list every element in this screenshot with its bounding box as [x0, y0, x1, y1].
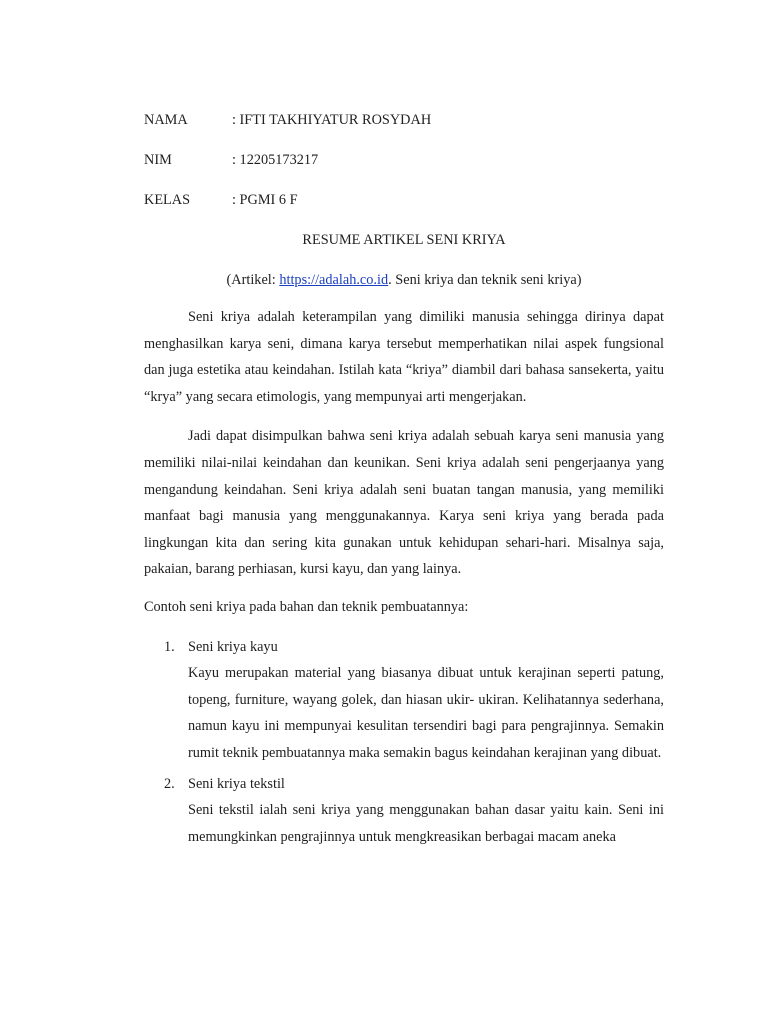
- paragraph-definition: Seni kriya adalah keterampilan yang dimiliki manusia sehingga dirinya dapat menghasilkan karya seni, dimana karya tersebut memperhatikan nilai aspek fungsional dan juga estetika atau keindahan. Istilah kata “kriya” diambil dari bahasa sansekerta, yaitu “krya” yang secara etimologis, yang mempunyai arti mengerjakan.: [144, 309, 664, 405]
- list-intro: Contoh seni kriya pada bahan dan teknik pembuatannya:: [144, 598, 469, 615]
- list-item-number: 1.: [164, 638, 175, 655]
- class-value: : PGMI 6 F: [232, 192, 298, 208]
- list-item-body: [188, 634, 664, 767]
- source-prefix: (Artikel:: [226, 272, 280, 288]
- list-item: [144, 634, 664, 767]
- document-title: RESUME ARTIKEL SENI KRIYA: [302, 232, 506, 248]
- name-label: NAMA: [144, 112, 188, 128]
- nim-row: [144, 146, 664, 186]
- list-item-body: [188, 771, 664, 851]
- source-link[interactable]: https://adalah.co.id: [279, 272, 389, 288]
- class-label: KELAS: [144, 192, 191, 208]
- class-row: [144, 186, 664, 226]
- list-item-title: Seni kriya kayu: [188, 638, 278, 655]
- list-item: [144, 771, 664, 851]
- list-item-number: 2.: [164, 775, 175, 792]
- list-item-title: Seni kriya tekstil: [188, 775, 285, 792]
- nim-value: : 12205173217: [232, 152, 319, 168]
- list-item-text: Kayu merupakan material yang biasanya dibuat untuk kerajinan seperti patung, topeng, furniture, wayang golek, dan hiasan ukir- ukiran. Kelihatannya sederhana, namun kayu ini mempunyai kesulitan tersendiri bagi para pengrajinnya. Semakin rumit teknik pembuatannya maka semakin bagus keindahan kerajinan yang dibuat.: [188, 665, 664, 761]
- article-source: [144, 266, 664, 304]
- paragraph-conclusion: Jadi dapat disimpulkan bahwa seni kriya adalah sebuah karya seni manusia yang memiliki nilai-nilai keindahan dan keunikan. Seni kriya adalah seni pengerjaanya yang mengandung keindahan. Seni kriya adalah seni buatan tangan manusia, yang memiliki manfaat bagi manusia yang menggunakannya. Karya seni kriya yang berada pada lingkungan kita dan sering kita gunakan untuk kehidupan sehari-hari. Misalnya saja, pakaian, barang perhiasan, kursi kayu, dan yang lainya.: [144, 428, 664, 578]
- nim-label: NIM: [144, 152, 172, 168]
- source-suffix: . Seni kriya dan teknik seni kriya): [388, 272, 582, 288]
- name-row: [144, 106, 664, 146]
- list-item-text: Seni tekstil ialah seni kriya yang menggunakan bahan dasar yaitu kain. Seni ini memungkinkan pengrajinnya untuk mengkreasikan berbagai macam aneka: [188, 802, 664, 845]
- name-value: : IFTI TAKHIYATUR ROSYDAH: [232, 112, 432, 128]
- examples-list: [144, 634, 664, 851]
